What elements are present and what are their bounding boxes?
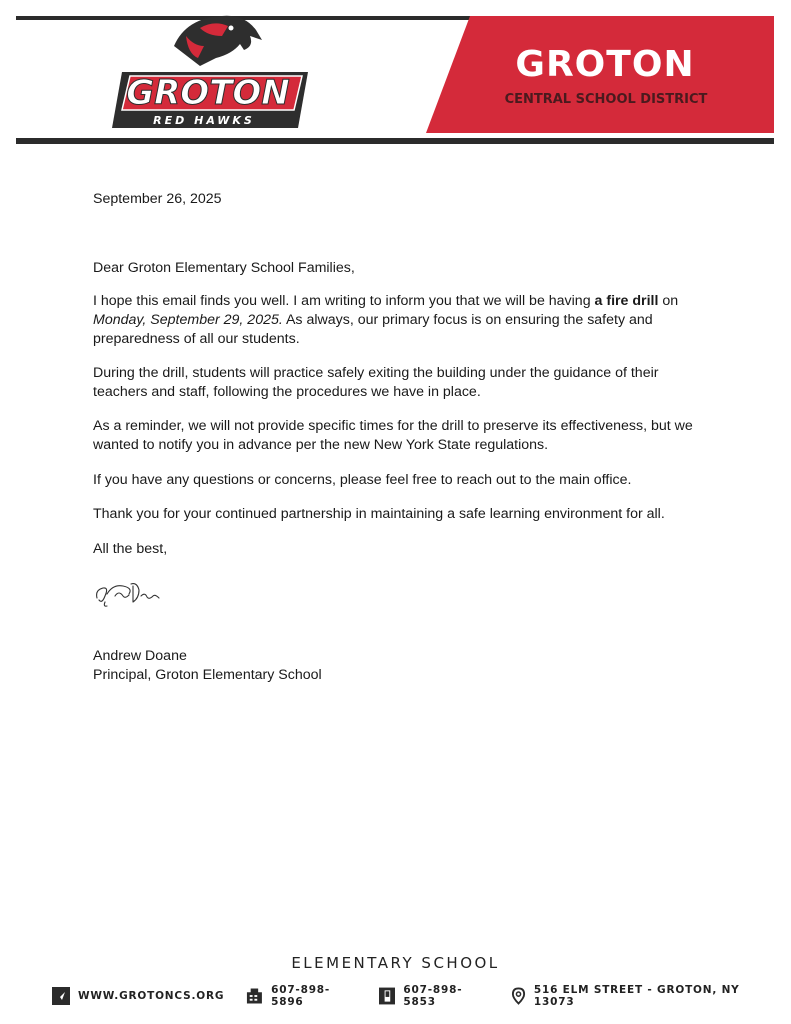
letter-paragraph-2: During the drill, students will practice safely exiting the building under the guidance of their teachers and staff, following the procedures we have in place. — [93, 365, 659, 400]
para1-text-start: I hope this email finds you well. I am writing to inform you that we will be having — [93, 293, 595, 309]
footer-website[interactable] — [52, 987, 224, 1005]
letter-salutation: Dear Groton Elementary School Families, — [93, 260, 355, 276]
footer-school-name: ELEMENTARY SCHOOL — [291, 954, 500, 972]
street-address: 516 ELM STREET - GROTON, NY 13073 — [533, 984, 740, 1008]
logo-wordmark: GROTON — [126, 73, 290, 113]
fax-number: 607-898-5853 — [403, 984, 463, 1008]
phone-number: 607-898-5896 — [271, 984, 331, 1008]
logo-subtext: RED HAWKS — [153, 114, 255, 127]
website-link[interactable]: WWW.GROTONCS.ORG — [78, 990, 225, 1002]
footer-fax — [379, 984, 489, 1008]
location-pin-icon — [511, 987, 526, 1005]
header-bottom-rule — [16, 138, 774, 144]
letter-paragraph-3: As a reminder, we will not provide specific times for the drill to preserve its effectiveness, but we wanted to notify you in advance per the new New York State regulations. — [93, 418, 693, 453]
signer-title: Principal, Groton Elementary School — [93, 667, 322, 683]
letter-closing: All the best, — [93, 541, 168, 557]
letter-paragraph-5: Thank you for your continued partnership in maintaining a safe learning environment for all. — [93, 506, 665, 522]
fax-icon — [379, 987, 396, 1005]
letter-date: September 26, 2025 — [93, 191, 222, 207]
district-subtitle: CENTRAL SCHOOL DISTRICT — [504, 92, 708, 107]
footer-address — [511, 984, 769, 1008]
footer-phone — [246, 984, 356, 1008]
drill-date: Monday, September 29, 2025. — [93, 312, 283, 328]
phone-icon — [246, 987, 263, 1005]
letter-paragraph-4: If you have any questions or concerns, please feel free to reach out to the main office. — [93, 472, 632, 488]
red-hawks-logo — [104, 6, 310, 132]
para1-text-mid: on — [658, 293, 679, 309]
para1-text-end: As always, our primary focus is on ensuring the safety and preparedness of all our students. — [93, 312, 653, 347]
fire-drill-emphasis: a fire drill — [594, 293, 659, 309]
district-name: GROTON — [515, 44, 695, 85]
handwritten-signature — [93, 576, 163, 610]
cursor-icon — [52, 987, 70, 1005]
letter-paragraph-1 — [93, 292, 713, 349]
footer-contact-row — [52, 984, 791, 1008]
signer-name: Andrew Doane — [93, 648, 187, 664]
